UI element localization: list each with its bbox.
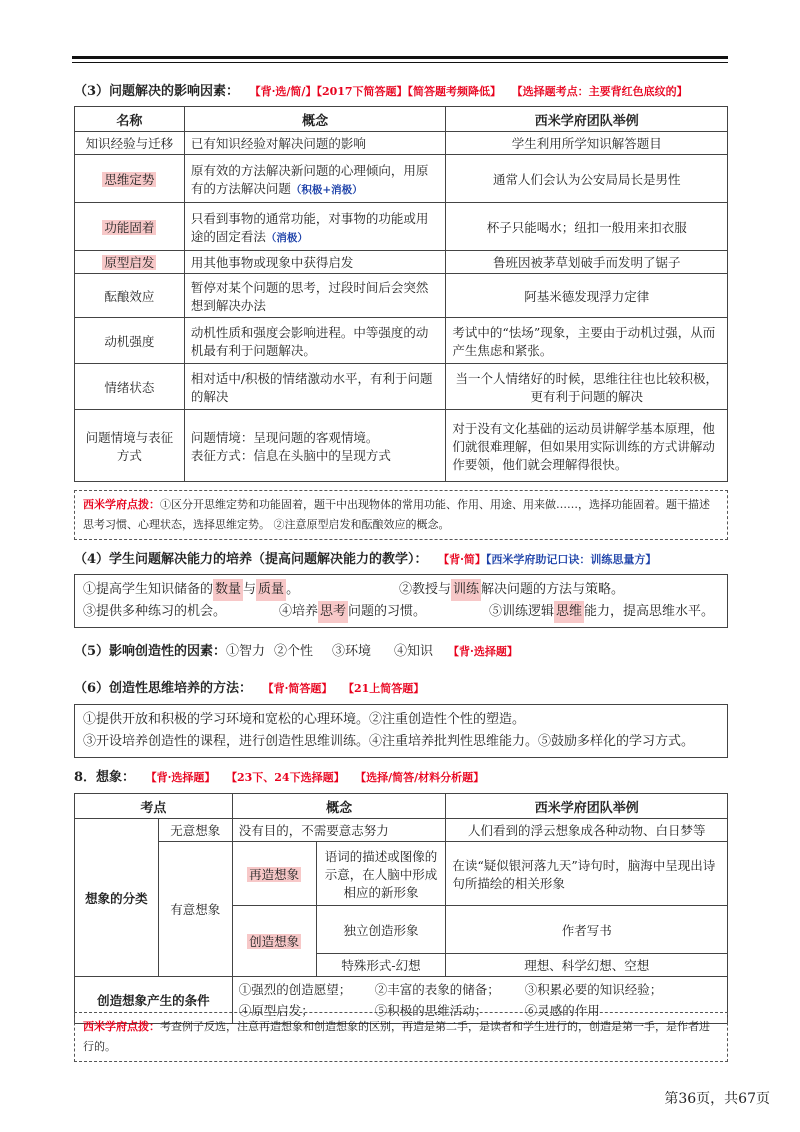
- section-4-box: [74, 574, 728, 628]
- factor-concept: [184, 364, 446, 410]
- imagination-table-header: [75, 794, 728, 819]
- condition-4: ④原型启发；: [238, 1003, 314, 1018]
- top-rule-thick: [72, 56, 728, 59]
- table-row: [75, 318, 728, 364]
- section-3-tip: [74, 490, 728, 540]
- header-concept: 概念: [232, 794, 446, 819]
- header-point: 考点: [75, 794, 233, 819]
- table-row: [75, 203, 728, 251]
- section-6-line-1: ①提供开放和积极的学习环境和宽松的心理环境。②注重创造性个性的塑造。: [83, 712, 526, 727]
- header-concept: 概念: [184, 107, 446, 132]
- factor-concept: [184, 251, 446, 274]
- factor-name-highlight: 思维定势: [104, 171, 155, 187]
- strategy-1: [83, 579, 399, 601]
- factor-concept: [184, 203, 446, 251]
- table-row: [75, 251, 728, 274]
- strategy-3: ③提供多种练习的机会。: [83, 604, 227, 619]
- section-6-heading: [74, 677, 424, 696]
- section-5-heading: [74, 640, 518, 659]
- section-4-row-2: [83, 601, 719, 623]
- section-4-heading: [74, 548, 656, 567]
- highlight-quantity: 数量: [213, 579, 243, 601]
- conditions-label: 创造想象产生的条件: [75, 977, 233, 1024]
- factor-example: 对于没有文化基础的运动员讲解学基本原理，他们就很难理解，但如果用实际训练的方式讲解动作要领，他们就会理解得很快。: [446, 410, 728, 482]
- factor-intelligence: ①智力: [226, 644, 266, 659]
- section-4-row-1: [83, 579, 719, 601]
- factor-name: 情绪状态: [75, 364, 185, 410]
- top-rule-thin: [72, 62, 728, 63]
- concept-text: 只看到事物的通常功能，对事物的功能或用途的固定看法: [190, 210, 429, 244]
- section-4-mnemonic: 【西米学府助记口诀：训练思量方】: [485, 553, 657, 566]
- factor-example: 学生利用所学知识解答题目: [446, 132, 728, 155]
- factor-example: 当一个人情绪好的时候，思维往往也比较积极，更有利于问题的解决: [446, 364, 728, 410]
- factor-example: 阿基米德发现浮力定律: [446, 274, 728, 318]
- text: ④培养: [279, 604, 319, 619]
- reproductive-concept: 语词的描述或图像的示意，在人脑中形成相应的新形象: [316, 842, 446, 906]
- section-8-title: 8．想象：: [74, 770, 136, 785]
- highlight-thought: 思维: [554, 601, 584, 623]
- concept-text: 问题情境：呈现问题的客观情境。 表征方式：信息在头脑中的呈现方式: [190, 429, 391, 463]
- section-4-tag: 【背·简】: [438, 553, 486, 566]
- factor-example: 杯子只能喝水；纽扣一般用来扣衣服: [446, 203, 728, 251]
- concept-text: 用其他事物或现象中获得启发: [190, 255, 354, 270]
- factor-concept: [184, 410, 446, 482]
- factor-name-highlight: 原型启发: [104, 255, 155, 270]
- section-8-tag-2: 【23下、24下选择题】: [225, 771, 345, 784]
- section-3-title: （3）问题解决的影响因素：: [74, 84, 240, 99]
- tip-text: 考查例子反选，注意再造想象和创造想象的区别，再造是第二手，是读者和学生进行的，创造是第一手，是作者进行的。: [83, 1020, 710, 1053]
- factor-concept: [184, 318, 446, 364]
- table-row: [75, 410, 728, 482]
- section-5-tag: 【背·选择题】: [448, 645, 518, 658]
- strategy-4: [279, 601, 489, 623]
- reproductive-highlight: 再造想象: [249, 866, 300, 882]
- factor-concept: [184, 132, 446, 155]
- factor-example: 考试中的“怯场”现象，主要由于动机过强，从而产生焦虑和紧张。: [446, 318, 728, 364]
- factor-name: [75, 203, 185, 251]
- header-name: 名称: [75, 107, 185, 132]
- strategy-5: [489, 601, 714, 623]
- section-6-box: [74, 704, 728, 758]
- section-6-tag-2: 【21上简答题】: [342, 682, 425, 695]
- factor-name: [75, 251, 185, 274]
- creative-example: 作者写书: [446, 906, 728, 954]
- section-3-heading: [74, 80, 688, 99]
- factor-environment: ③环境: [332, 644, 372, 659]
- table-row: [75, 132, 728, 155]
- factor-name: [75, 155, 185, 203]
- concept-text: 暂停对某个问题的思考，过段时间后会突然想到解决办法: [190, 279, 429, 313]
- concept-tag: （积极+消极）: [290, 183, 363, 196]
- section-3-tag-choice: 【选择题考点：主要背红色底纹的】: [511, 85, 688, 98]
- reproductive-example: 在读“疑似银河落九天”诗句时，脑海中呈现出诗句所描绘的相关形象: [446, 842, 728, 906]
- factors-table: [74, 106, 728, 482]
- factor-name: 问题情境与表征方式: [75, 410, 185, 482]
- text: ①提高学生知识储备的: [83, 582, 214, 597]
- concept-text: 原有效的方法解决新问题的心理倾向，用原有的方法解决问题: [190, 162, 429, 196]
- factor-name-highlight: 功能固着: [104, 219, 155, 235]
- condition-3: ③积累必要的知识经验；: [524, 982, 663, 997]
- condition-1: ①强烈的创造愿望；: [238, 982, 352, 997]
- unintentional-imagination: 无意想象: [158, 819, 232, 842]
- condition-2: ②丰富的表象的储备；: [374, 982, 500, 997]
- imagination-table: [74, 793, 728, 1024]
- text: 与: [243, 582, 257, 597]
- factor-name: 动机强度: [75, 318, 185, 364]
- table-row: [75, 274, 728, 318]
- text: 问题的习惯。: [348, 604, 427, 619]
- intentional-imagination: 有意想象: [158, 842, 232, 977]
- conditions-row-1: [239, 979, 721, 1000]
- section-6-tag-1: 【背·简答题】: [262, 682, 333, 695]
- factor-name: 酝酿效应: [75, 274, 185, 318]
- concept-text: 相对适中/积极的情绪激动水平，有利于问题的解决: [190, 370, 433, 404]
- unintentional-concept: 没有目的，不需要意志努力: [232, 819, 446, 842]
- table-row: [75, 842, 728, 906]
- concept-text: 已有知识经验对解决问题的影响: [190, 136, 366, 151]
- text: ⑤训练逻辑: [489, 604, 555, 619]
- section-8-tip: [74, 1012, 728, 1062]
- strategy-2: [399, 579, 624, 601]
- tip-lead: 西米学府点拨：: [83, 1020, 160, 1033]
- text: ②教授与: [399, 582, 452, 597]
- section-8-tag-3: 【选择/简答/材料分析题】: [355, 771, 485, 784]
- concept-tag: （消极）: [265, 231, 308, 244]
- highlight-thinking: 思考: [318, 601, 348, 623]
- section-6-title: （6）创造性思维培养的方法：: [74, 681, 253, 696]
- reproductive-imagination: [232, 842, 316, 906]
- section-3-tags: 【背·选/简/】【2017下简答题】【简答题考频降低】: [249, 85, 502, 98]
- creative-imagination: [232, 906, 316, 977]
- unintentional-example: 人们看到的浮云想象成各种动物、白日梦等: [446, 819, 728, 842]
- highlight-quality: 质量: [256, 579, 286, 601]
- section-5-title: （5）影响创造性的因素：: [74, 644, 227, 659]
- creative-highlight: 创造想象: [249, 934, 300, 949]
- section-8-tag-1: 【背·选择题】: [145, 771, 216, 784]
- factor-personality: ②个性: [274, 644, 314, 659]
- creative-concept: 独立创造形象: [316, 906, 446, 954]
- page-number: 第36页，共67页: [664, 1091, 770, 1107]
- factor-example: 鲁班因被茅草划破手而发明了锯子: [446, 251, 728, 274]
- section-4-title: （4）学生问题解决能力的培养（提高问题解决能力的教学）：: [74, 552, 428, 567]
- factors-table-header: [75, 107, 728, 132]
- fantasy-concept: 特殊形式-幻想: [316, 954, 446, 977]
- classification-label: 想象的分类: [75, 819, 159, 977]
- highlight-training: 训练: [451, 579, 481, 601]
- text: 解决问题的方法与策略。: [481, 582, 625, 597]
- table-row: [75, 155, 728, 203]
- concept-text: 动机性质和强度会影响进程。中等强度的动机最有利于问题解决。: [190, 324, 429, 358]
- fantasy-example: 理想、科学幻想、空想: [446, 954, 728, 977]
- table-row: [75, 819, 728, 842]
- condition-5: ⑤积极的思维活动；: [374, 1003, 488, 1018]
- table-row: [75, 364, 728, 410]
- tip-text: ①区分开思维定势和功能固着，题干中出现物体的常用功能、作用、用途、用来做……，选择功能固着。题干描述思考习惯、心理状态，选择思维定势。 ②注意原型启发和酝酿效应的概念。: [83, 498, 710, 531]
- text: 。: [286, 582, 300, 597]
- tip-lead: 西米学府点拨：: [83, 498, 160, 511]
- header-example: 西米学府团队举例: [446, 107, 728, 132]
- text: 能力，提高思维水平。: [584, 604, 715, 619]
- factor-knowledge: ④知识: [394, 644, 434, 659]
- condition-6: ⑥灵感的作用: [524, 1003, 600, 1018]
- factor-concept: [184, 155, 446, 203]
- header-example: 西米学府团队举例: [446, 794, 728, 819]
- section-6-line-2: ③开设培养创造性的课程，进行创造性思维训练。④注重培养批判性思维能力。⑤鼓励多样化的学习方式。: [83, 734, 695, 749]
- factor-concept: [184, 274, 446, 318]
- factor-example: 通常人们会认为公安局局长是男性: [446, 155, 728, 203]
- factor-name: 知识经验与迁移: [75, 132, 185, 155]
- section-8-heading: [74, 766, 484, 785]
